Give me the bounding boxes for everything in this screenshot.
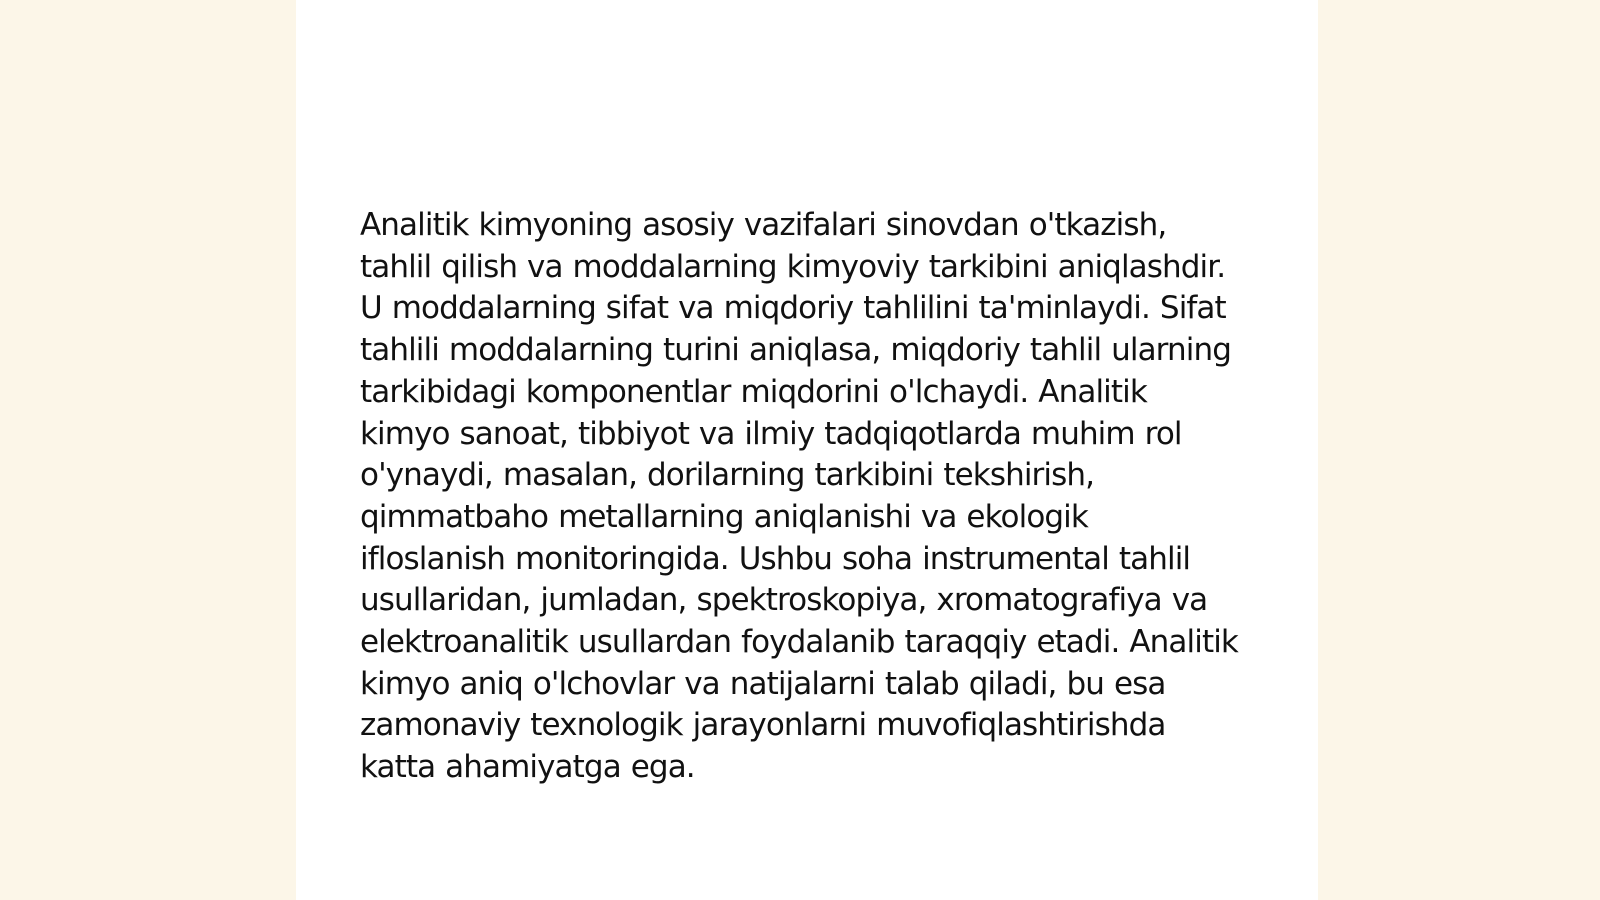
document-page [296,0,1318,900]
document-paragraph: Analitik kimyoning asosiy vazifalari sinovdan o'tkazish, tahlil qilish va moddalarning kimyoviy tarkibini aniqlashdir. U moddalarning sifat va miqdoriy tahlilini ta'minlaydi. Sifat tahlili moddalarning turini aniqlasa, miqdoriy tahlil ularning tarkibidagi komponentlar miqdorini o'lchaydi. Analitik kimyo sanoat, tibbiyot va ilmiy tadqiqotlarda muhim rol o'ynaydi, masalan, dorilarning tarkibini tekshirish, qimmatbaho metallarning aniqlanishi va ekologik ifloslanish monitoringida. Ushbu soha instrumental tahlil usullaridan, jumladan, spektroskopiya, xromatografiya va elektroanalitik usullardan foydalanib taraqqiy etadi. Analitik kimyo aniq o'lchovlar va natijalarni talab qiladi, bu esa zamonaviy texnologik jarayonlarni muvofiqlashtirishda katta ahamiyatga ega. [360,207,1238,786]
